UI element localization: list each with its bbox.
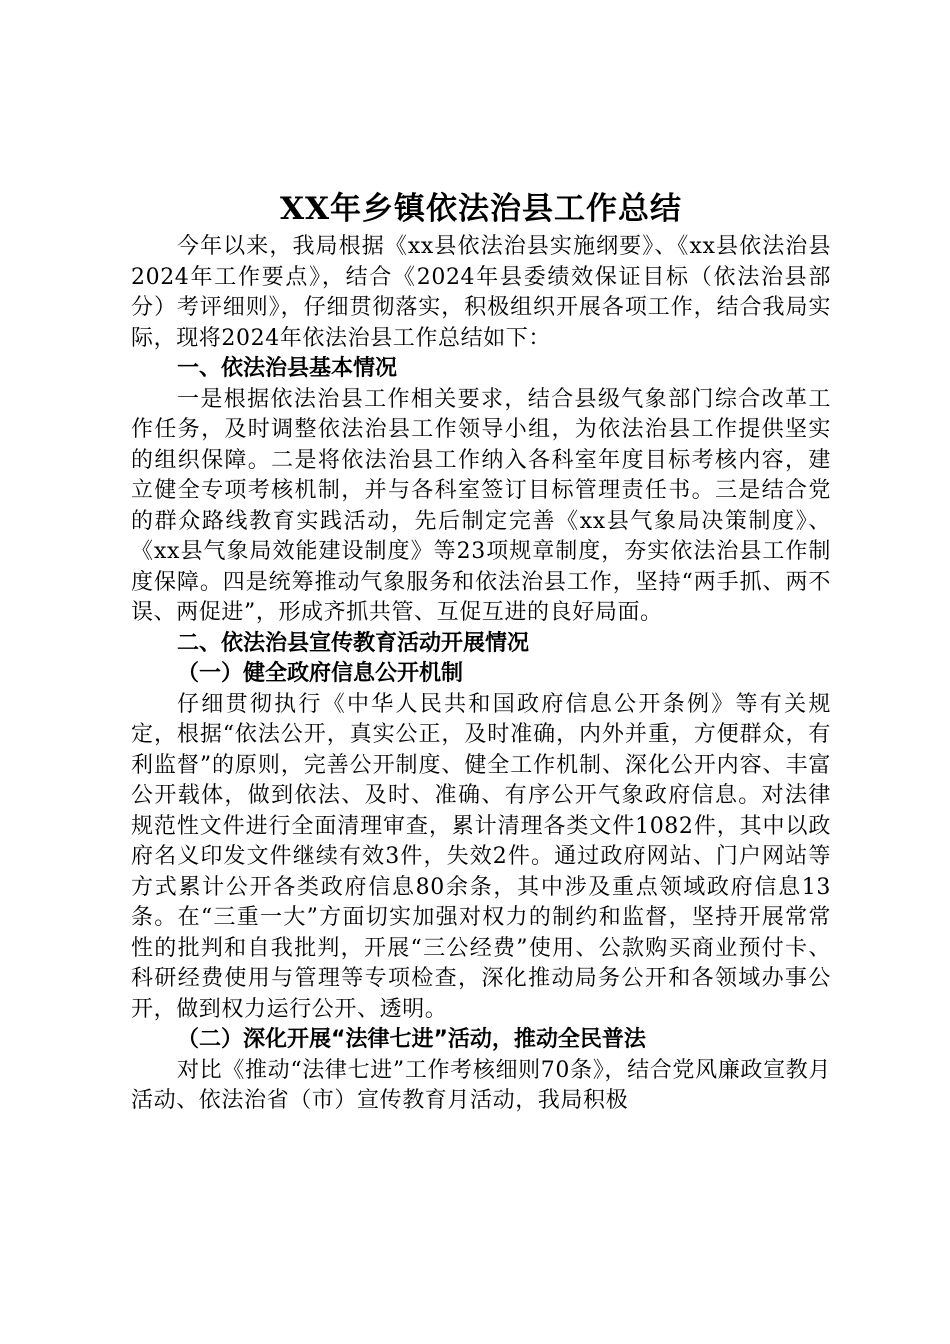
section-2-heading: 二、依法治县宣传教育活动开展情况 xyxy=(177,630,530,656)
subsection-2-2-body: 对比《推动“法律七进”工作考核细则70条》，结合党风廉政宣教月活动、依法治省（市）宣传教育月活动，我局积极 xyxy=(131,1057,831,1113)
document-title: XX年乡镇依法治县工作总结 xyxy=(279,191,683,227)
section-1-body: 一是根据依法治县工作相关要求，结合县级气象部门综合改革工作任务，及时调整依法治县工作领导小组，为依法治县工作提供坚实的组织保障。二是将依法治县工作纳入各科室年度目标考核内容，建立健全专项考核机制，并与各科室签订目标管理责任书。三是结合党的群众路线教育实践活动，先后制定完善《xx县气象局决策制度》、《xx县气象局效能建设制度》等23项规章制度，夯实依法治县工作制度保障。四是统筹推动气象服务和依法治县工作，坚持“两手抓、两不误、两促进”，形成齐抓共管、互促互进的良好局面。 xyxy=(131,386,831,625)
document-page xyxy=(131,188,831,1117)
subsection-2-2-heading: （二）深化开展“法律七进”活动，推动全民普法 xyxy=(177,1027,646,1052)
intro-paragraph: 今年以来，我局根据《xx县依法治县实施纲要》、《xx县依法治县2024年工作要点》，结合《2024年县委绩效保证目标（依法治县部分）考评细则》，仔细贯彻落实，积极组织开展各项工作，结合我局实际，现将2024年依法治县工作总结如下： xyxy=(131,234,831,351)
subsection-2-1-body: 仔细贯彻执行《中华人民共和国政府信息公开条例》等有关规定，根据“依法公开，真实公正，及时准确，内外并重，方便群众，有利监督”的原则，完善公开制度、健全工作机制、深化公开内容、丰富公开载体，做到依法、及时、准确、有序公开气象政府信息。对法律规范性文件进行全面清理审查，累计清理各类文件1082件，其中以政府名义印发文件继续有效3件，失效2件。通过政府网站、门户网站等方式累计公开各类政府信息80余条，其中涉及重点领域政府信息13条。在“三重一大”方面切实加强对权力的制约和监督，坚持开展常常性的批判和自我批判，开展“三公经费”使用、公款购买商业预付卡、科研经费使用与管理等专项检查，深化推动局务公开和各领域办事公开，做到权力运行公开、透明。 xyxy=(131,691,831,1022)
subsection-2-1-heading: （一）健全政府信息公开机制 xyxy=(177,661,464,686)
section-1-heading: 一、依法治县基本情况 xyxy=(177,356,398,381)
